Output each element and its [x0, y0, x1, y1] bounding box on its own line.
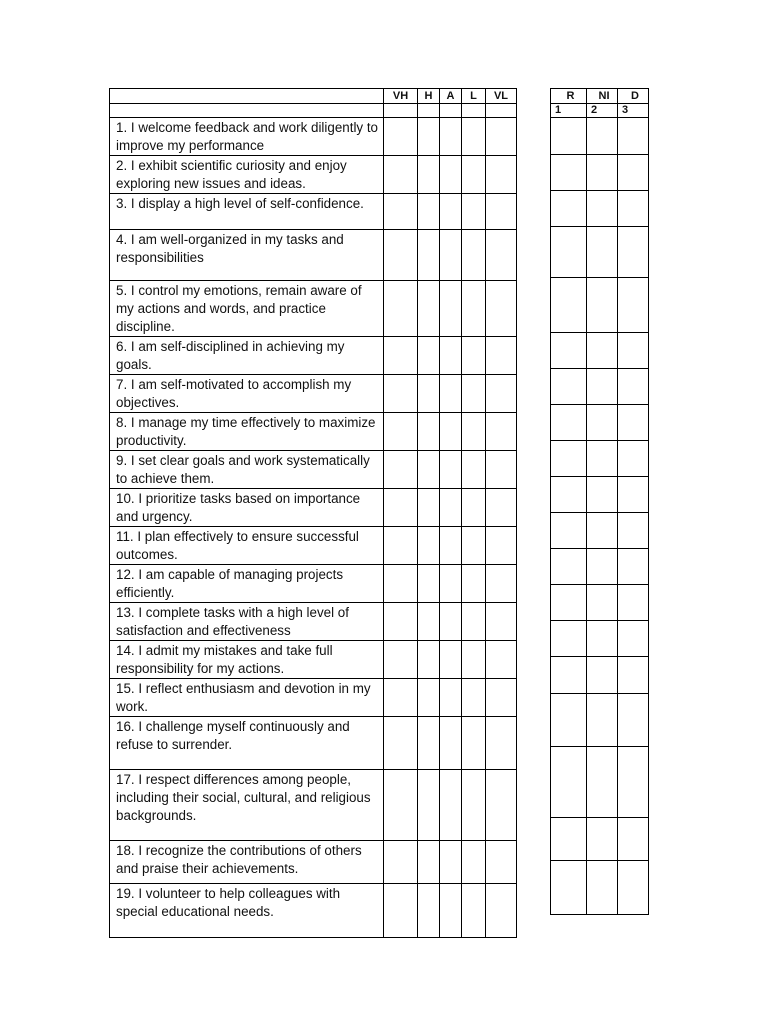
rating-cell-vl[interactable] — [486, 527, 517, 565]
score-cell-d[interactable] — [618, 477, 649, 513]
score-header-r: R — [551, 89, 587, 104]
statement-text: 6. I am self-disciplined in achieving my goals. — [110, 337, 384, 375]
rating-cell-a[interactable] — [440, 375, 462, 413]
statement-text: 8. I manage my time effectively to maximize productivity. — [110, 413, 384, 451]
rating-cell-l[interactable] — [462, 717, 486, 770]
score-cell-d[interactable] — [618, 227, 649, 278]
rating-cell-l[interactable] — [462, 337, 486, 375]
rating-cell-vl[interactable] — [486, 679, 517, 717]
score-cell-r[interactable] — [551, 861, 587, 915]
score-cell-ni[interactable] — [587, 694, 618, 747]
rating-cell-h[interactable] — [418, 281, 440, 337]
rating-cell-vl[interactable] — [486, 770, 517, 841]
statement-row — [110, 679, 517, 717]
statement-text: 10. I prioritize tasks based on importance and urgency. — [110, 489, 384, 527]
rating-cell-h[interactable] — [418, 489, 440, 527]
score-row — [551, 118, 649, 155]
rating-cell-vh[interactable] — [384, 451, 418, 489]
score-cell-d[interactable] — [618, 441, 649, 477]
score-cell-ni[interactable] — [587, 333, 618, 369]
score-row — [551, 818, 649, 861]
score-cell-r[interactable] — [551, 621, 587, 657]
score-cell-d[interactable] — [618, 155, 649, 191]
rating-cell-a[interactable] — [440, 230, 462, 281]
rating-cell-a[interactable] — [440, 565, 462, 603]
scale-header-vl: VL — [486, 89, 517, 104]
score-cell-r[interactable] — [551, 513, 587, 549]
rating-cell-l[interactable] — [462, 603, 486, 641]
score-row — [551, 657, 649, 694]
rating-cell-h[interactable] — [418, 413, 440, 451]
score-cell-r[interactable] — [551, 657, 587, 694]
statement-text: 18. I recognize the contributions of others and praise their achievements. — [110, 841, 384, 884]
rating-cell-a[interactable] — [440, 717, 462, 770]
score-cell-ni[interactable] — [587, 657, 618, 694]
score-cell-ni[interactable] — [587, 191, 618, 227]
score-header-ni: NI — [587, 89, 618, 104]
rating-cell-h[interactable] — [418, 770, 440, 841]
rating-cell-vh[interactable] — [384, 118, 418, 156]
statement-row — [110, 527, 517, 565]
statement-row — [110, 841, 517, 884]
score-row — [551, 369, 649, 405]
statement-header-cell — [110, 89, 384, 104]
statement-text: 16. I challenge myself continuously and refuse to surrender. — [110, 717, 384, 770]
statement-text: 17. I respect differences among people, including their social, cultural, and religious backgrounds. — [110, 770, 384, 841]
score-cell-ni[interactable] — [587, 369, 618, 405]
score-row — [551, 861, 649, 915]
statement-text: 11. I plan effectively to ensure successful outcomes. — [110, 527, 384, 565]
rating-cell-l[interactable] — [462, 230, 486, 281]
score-cell-r[interactable] — [551, 191, 587, 227]
rating-cell-vh[interactable] — [384, 841, 418, 884]
rating-cell-vh[interactable] — [384, 565, 418, 603]
rating-cell-h[interactable] — [418, 717, 440, 770]
rating-cell-h[interactable] — [418, 118, 440, 156]
statement-row — [110, 717, 517, 770]
rating-cell-a[interactable] — [440, 156, 462, 194]
score-row — [551, 747, 649, 818]
score-row — [551, 694, 649, 747]
score-cell-r[interactable] — [551, 333, 587, 369]
score-cell-d[interactable] — [618, 118, 649, 155]
scale-header-row — [110, 89, 517, 104]
statement-row — [110, 194, 517, 230]
score-cell-ni[interactable] — [587, 278, 618, 333]
rating-cell-l[interactable] — [462, 641, 486, 679]
score-cell-r[interactable] — [551, 441, 587, 477]
rating-cell-h[interactable] — [418, 451, 440, 489]
rating-cell-a[interactable] — [440, 884, 462, 938]
rating-cell-a[interactable] — [440, 770, 462, 841]
score-cell-r[interactable] — [551, 549, 587, 585]
rating-cell-a[interactable] — [440, 489, 462, 527]
rating-cell-vl[interactable] — [486, 565, 517, 603]
score-cell-ni[interactable] — [587, 155, 618, 191]
rating-cell-l[interactable] — [462, 679, 486, 717]
rating-cell-a[interactable] — [440, 413, 462, 451]
rating-cell-h[interactable] — [418, 527, 440, 565]
score-header-row — [551, 89, 649, 104]
score-cell-d[interactable] — [618, 747, 649, 818]
rating-cell-l[interactable] — [462, 527, 486, 565]
score-row — [551, 227, 649, 278]
score-row — [551, 621, 649, 657]
rating-cell-h[interactable] — [418, 194, 440, 230]
score-cell-ni[interactable] — [587, 861, 618, 915]
rating-cell-vl[interactable] — [486, 230, 517, 281]
score-row — [551, 405, 649, 441]
score-cell-r[interactable] — [551, 369, 587, 405]
rating-table — [109, 88, 517, 938]
rating-cell-vh[interactable] — [384, 679, 418, 717]
rating-cell-vl[interactable] — [486, 603, 517, 641]
statement-text: 7. I am self-motivated to accomplish my objectives. — [110, 375, 384, 413]
score-cell-ni[interactable] — [587, 118, 618, 155]
score-cell-r[interactable] — [551, 585, 587, 621]
score-cell-r[interactable] — [551, 278, 587, 333]
statement-row — [110, 413, 517, 451]
rating-cell-a[interactable] — [440, 679, 462, 717]
score-cell-ni[interactable] — [587, 747, 618, 818]
score-cell-r[interactable] — [551, 118, 587, 155]
rating-cell-h[interactable] — [418, 679, 440, 717]
rating-cell-vh[interactable] — [384, 413, 418, 451]
rating-cell-h[interactable] — [418, 337, 440, 375]
rating-cell-h[interactable] — [418, 603, 440, 641]
rating-cell-l[interactable] — [462, 413, 486, 451]
rating-cell-l[interactable] — [462, 884, 486, 938]
score-cell-ni[interactable] — [587, 585, 618, 621]
score-cell-d[interactable] — [618, 405, 649, 441]
score-cell-d[interactable] — [618, 278, 649, 333]
rating-cell-l[interactable] — [462, 770, 486, 841]
score-cell-r[interactable] — [551, 694, 587, 747]
score-cell-d[interactable] — [618, 657, 649, 694]
score-cell-ni[interactable] — [587, 227, 618, 278]
rating-cell-h[interactable] — [418, 641, 440, 679]
rating-cell-h[interactable] — [418, 375, 440, 413]
rating-cell-a[interactable] — [440, 281, 462, 337]
rating-cell-vl[interactable] — [486, 884, 517, 938]
rating-cell-vl[interactable] — [486, 641, 517, 679]
rating-cell-vh[interactable] — [384, 489, 418, 527]
rating-cell-a[interactable] — [440, 337, 462, 375]
score-row — [551, 513, 649, 549]
statement-row — [110, 489, 517, 527]
score-cell-ni[interactable] — [587, 818, 618, 861]
rating-cell-vh[interactable] — [384, 717, 418, 770]
score-cell-r[interactable] — [551, 227, 587, 278]
rating-cell-vl[interactable] — [486, 337, 517, 375]
rating-cell-l[interactable] — [462, 451, 486, 489]
rating-cell-l[interactable] — [462, 156, 486, 194]
rating-cell-vl[interactable] — [486, 717, 517, 770]
rating-cell-l[interactable] — [462, 489, 486, 527]
statement-row — [110, 230, 517, 281]
score-cell-ni[interactable] — [587, 441, 618, 477]
score-number-2: 2 — [587, 104, 618, 118]
statement-text: 19. I volunteer to help colleagues with special educational needs. — [110, 884, 384, 938]
statement-text: 2. I exhibit scientific curiosity and enjoy exploring new issues and ideas. — [110, 156, 384, 194]
rating-cell-vl[interactable] — [486, 375, 517, 413]
score-table — [550, 88, 649, 915]
statement-text: 12. I am capable of managing projects efficiently. — [110, 565, 384, 603]
rating-cell-a[interactable] — [440, 194, 462, 230]
score-cell-r[interactable] — [551, 818, 587, 861]
score-cell-d[interactable] — [618, 818, 649, 861]
statement-row — [110, 375, 517, 413]
rating-cell-l[interactable] — [462, 565, 486, 603]
score-cell-ni[interactable] — [587, 405, 618, 441]
rating-cell-h[interactable] — [418, 156, 440, 194]
score-row — [551, 278, 649, 333]
rating-cell-a[interactable] — [440, 451, 462, 489]
rating-cell-vh[interactable] — [384, 337, 418, 375]
score-cell-ni[interactable] — [587, 513, 618, 549]
rating-cell-vl[interactable] — [486, 118, 517, 156]
statement-row — [110, 337, 517, 375]
score-cell-d[interactable] — [618, 621, 649, 657]
rating-cell-vh[interactable] — [384, 230, 418, 281]
rating-cell-a[interactable] — [440, 118, 462, 156]
rating-cell-h[interactable] — [418, 884, 440, 938]
score-cell-d[interactable] — [618, 861, 649, 915]
rating-cell-vh[interactable] — [384, 156, 418, 194]
statement-text: 14. I admit my mistakes and take full responsibility for my actions. — [110, 641, 384, 679]
statement-text: 13. I complete tasks with a high level of satisfaction and effectiveness — [110, 603, 384, 641]
rating-cell-h[interactable] — [418, 230, 440, 281]
rating-cell-vh[interactable] — [384, 281, 418, 337]
scale-header-a: A — [440, 89, 462, 104]
rating-cell-vl[interactable] — [486, 841, 517, 884]
blank-header-row — [110, 104, 517, 118]
score-row — [551, 477, 649, 513]
score-row — [551, 191, 649, 227]
statement-text: 9. I set clear goals and work systematically to achieve them. — [110, 451, 384, 489]
score-row — [551, 155, 649, 191]
score-number-row — [551, 104, 649, 118]
rating-cell-vh[interactable] — [384, 194, 418, 230]
score-cell-d[interactable] — [618, 513, 649, 549]
score-cell-r[interactable] — [551, 405, 587, 441]
statement-text: 5. I control my emotions, remain aware of my actions and words, and practice discipline. — [110, 281, 384, 337]
score-number-3: 3 — [618, 104, 649, 118]
rating-cell-vh[interactable] — [384, 884, 418, 938]
rating-cell-h[interactable] — [418, 841, 440, 884]
score-cell-d[interactable] — [618, 585, 649, 621]
rating-cell-a[interactable] — [440, 527, 462, 565]
rating-cell-vh[interactable] — [384, 770, 418, 841]
score-header-d: D — [618, 89, 649, 104]
statement-row — [110, 156, 517, 194]
statement-text: 4. I am well-organized in my tasks and responsibilities — [110, 230, 384, 281]
rating-cell-vh[interactable] — [384, 375, 418, 413]
score-cell-d[interactable] — [618, 191, 649, 227]
score-number-1: 1 — [551, 104, 587, 118]
scale-header-l: L — [462, 89, 486, 104]
statement-row — [110, 641, 517, 679]
score-cell-r[interactable] — [551, 747, 587, 818]
statement-row — [110, 770, 517, 841]
score-cell-d[interactable] — [618, 694, 649, 747]
statement-text: 3. I display a high level of self-confidence. — [110, 194, 384, 230]
score-row — [551, 333, 649, 369]
score-cell-r[interactable] — [551, 155, 587, 191]
rating-cell-l[interactable] — [462, 281, 486, 337]
statement-row — [110, 451, 517, 489]
score-cell-d[interactable] — [618, 333, 649, 369]
score-cell-d[interactable] — [618, 369, 649, 405]
statement-row — [110, 281, 517, 337]
score-cell-ni[interactable] — [587, 477, 618, 513]
rating-cell-vl[interactable] — [486, 194, 517, 230]
rating-cell-l[interactable] — [462, 194, 486, 230]
scale-header-vh: VH — [384, 89, 418, 104]
score-row — [551, 441, 649, 477]
statement-row — [110, 118, 517, 156]
rating-cell-l[interactable] — [462, 841, 486, 884]
score-cell-ni[interactable] — [587, 621, 618, 657]
rating-cell-vl[interactable] — [486, 451, 517, 489]
rating-cell-vh[interactable] — [384, 603, 418, 641]
rating-cell-vh[interactable] — [384, 641, 418, 679]
rating-cell-a[interactable] — [440, 841, 462, 884]
rating-cell-a[interactable] — [440, 641, 462, 679]
rating-cell-vl[interactable] — [486, 156, 517, 194]
rating-cell-vh[interactable] — [384, 527, 418, 565]
statement-row — [110, 603, 517, 641]
rating-cell-a[interactable] — [440, 603, 462, 641]
score-cell-r[interactable] — [551, 477, 587, 513]
score-cell-ni[interactable] — [587, 549, 618, 585]
rating-cell-l[interactable] — [462, 118, 486, 156]
rating-cell-vl[interactable] — [486, 413, 517, 451]
score-cell-d[interactable] — [618, 549, 649, 585]
statement-text: 1. I welcome feedback and work diligently to improve my performance — [110, 118, 384, 156]
rating-cell-vl[interactable] — [486, 489, 517, 527]
statement-row — [110, 884, 517, 938]
score-row — [551, 585, 649, 621]
scale-header-h: H — [418, 89, 440, 104]
rating-cell-h[interactable] — [418, 565, 440, 603]
statement-row — [110, 565, 517, 603]
rating-cell-l[interactable] — [462, 375, 486, 413]
statement-text: 15. I reflect enthusiasm and devotion in my work. — [110, 679, 384, 717]
rating-cell-vl[interactable] — [486, 281, 517, 337]
score-row — [551, 549, 649, 585]
